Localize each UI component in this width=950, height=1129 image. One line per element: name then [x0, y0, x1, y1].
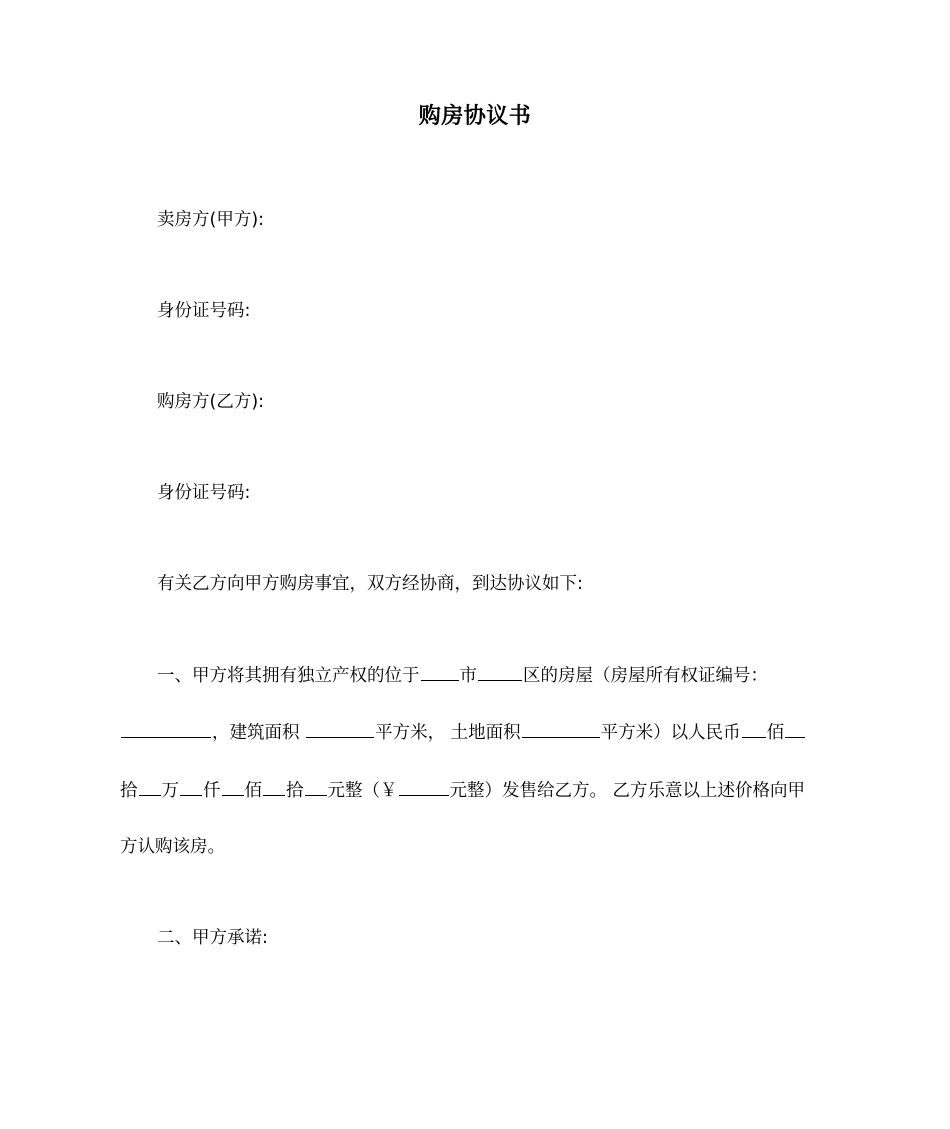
clause-1-line-1 — [157, 663, 768, 688]
clause-1-line-2 — [120, 720, 806, 745]
clause-1-text: 佰 — [244, 781, 262, 801]
clause-1-text: 平方米）以人民币 — [600, 723, 741, 743]
buyer-label: 购房方(乙方): — [157, 392, 265, 412]
clause-1-line-3 — [120, 778, 805, 803]
blank-building-area[interactable] — [306, 720, 374, 738]
clause-1-text: 万 — [161, 781, 179, 801]
blank-price-digit[interactable] — [785, 720, 805, 738]
blank-city[interactable] — [421, 663, 459, 681]
clause-1-text: 平方米， 土地面积 — [375, 723, 521, 743]
blank-price-amount[interactable] — [399, 778, 449, 796]
seller-id-label: 身份证号码: — [157, 301, 251, 321]
clause-1-text: ，建筑面积 — [212, 723, 300, 743]
blank-price-digit[interactable] — [305, 778, 327, 796]
clause-1-text: 拾 — [120, 781, 138, 801]
blank-price-digit[interactable] — [180, 778, 202, 796]
clause-1-text: 一、甲方将其拥有独立产权的位于 — [157, 666, 420, 686]
clause-1-text: 方认购该房。 — [120, 837, 225, 857]
clause-1-text: 仟 — [203, 781, 221, 801]
clause-1-text: 市 — [459, 666, 477, 686]
blank-price-digit[interactable] — [139, 778, 161, 796]
blank-land-area[interactable] — [522, 720, 600, 738]
blank-price-digit[interactable] — [222, 778, 244, 796]
blank-certificate-number[interactable] — [121, 720, 211, 738]
clause-1-text: 元整（￥ — [327, 781, 398, 801]
buyer-id-label: 身份证号码: — [157, 483, 251, 503]
blank-price-digit[interactable] — [263, 778, 285, 796]
intro-paragraph: 有关乙方向甲方购房事宜，双方经协商，到达协议如下: — [157, 574, 583, 594]
clause-1-text: 元整）发售给乙方。 乙方乐意以上述价格向甲 — [449, 781, 806, 801]
clause-1-text: 佰 — [766, 723, 785, 743]
seller-label: 卖房方(甲方): — [157, 210, 265, 230]
blank-district[interactable] — [478, 663, 522, 681]
document-title: 购房协议书 — [418, 104, 532, 129]
clause-1-text: 拾 — [286, 781, 304, 801]
blank-price-digit[interactable] — [742, 720, 766, 738]
clause-1-text: 区的房屋（房屋所有权证编号： — [523, 666, 768, 686]
clause-2-heading: 二、甲方承诺: — [157, 928, 268, 948]
clause-1-line-4 — [120, 835, 225, 859]
